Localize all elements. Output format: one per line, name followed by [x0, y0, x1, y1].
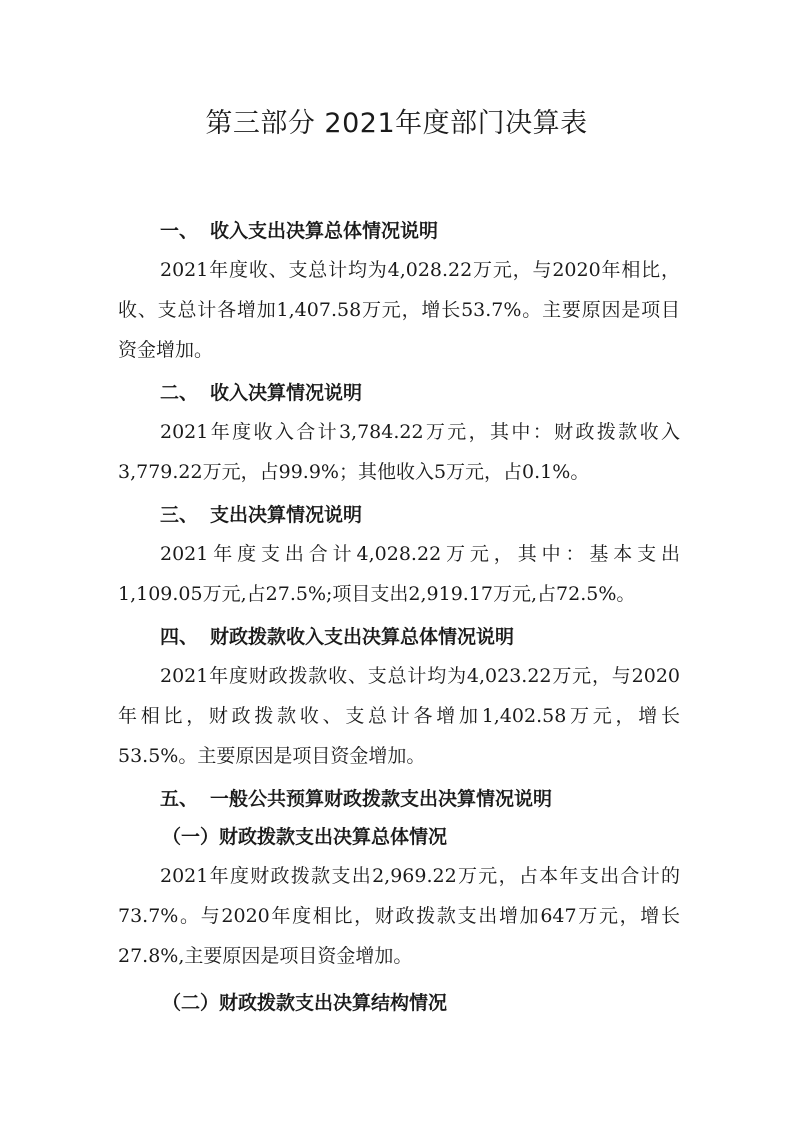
section-heading-3: [118, 496, 680, 534]
subsection-paragraph-1: 2021年度财政拨款支出2,969.22万元，占本年支出合计的73.7%。与2020年度相比，财政拨款支出增加647万元，增长27.8%,主要原因是项目资金增加。: [118, 865, 680, 967]
section-number: 二、: [160, 382, 199, 404]
section-paragraph-3: 2021年度支出合计4,028.22万元，其中：基本支出1,109.05万元,占27.5%;项目支出2,919.17万元,占72.5%。: [118, 543, 680, 605]
section-number: 五、: [160, 788, 199, 810]
section-heading-1: [118, 212, 680, 250]
section-number: 一、: [160, 220, 199, 242]
section-heading-5: [118, 780, 680, 818]
section-title: 财政拨款收入支出决算总体情况说明: [210, 626, 515, 648]
section-number: 四、: [160, 626, 199, 648]
section-title: 收入支出决算总体情况说明: [210, 220, 439, 242]
section-heading-4: [118, 618, 680, 656]
section-paragraph-1: 2021年度收、支总计均为4,028.22万元，与2020年相比，收、支总计各增加1,407.58万元，增长53.7%。主要原因是项目资金增加。: [118, 259, 680, 361]
document-body: [118, 212, 680, 1022]
section-title: 支出决算情况说明: [210, 504, 363, 526]
section-title: 一般公共预算财政拨款支出决算情况说明: [210, 788, 553, 810]
subsection-heading-2: （二）财政拨款支出决算结构情况: [162, 992, 448, 1014]
section-title: 收入决算情况说明: [210, 382, 363, 404]
section-heading-2: [118, 374, 680, 412]
page-title: 第三部分 2021年度部门决算表: [205, 108, 588, 139]
section-paragraph-2: 2021年度收入合计3,784.22万元，其中：财政拨款收入3,779.22万元，占99.9%；其他收入5万元，占0.1%。: [118, 421, 680, 483]
subsection-heading-1: （一）财政拨款支出决算总体情况: [162, 826, 448, 848]
section-paragraph-4: 2021年度财政拨款收、支总计均为4,023.22万元，与2020年相比，财政拨款收、支总计各增加1,402.58万元，增长53.5%。主要原因是项目资金增加。: [118, 665, 680, 767]
section-number: 三、: [160, 504, 199, 526]
